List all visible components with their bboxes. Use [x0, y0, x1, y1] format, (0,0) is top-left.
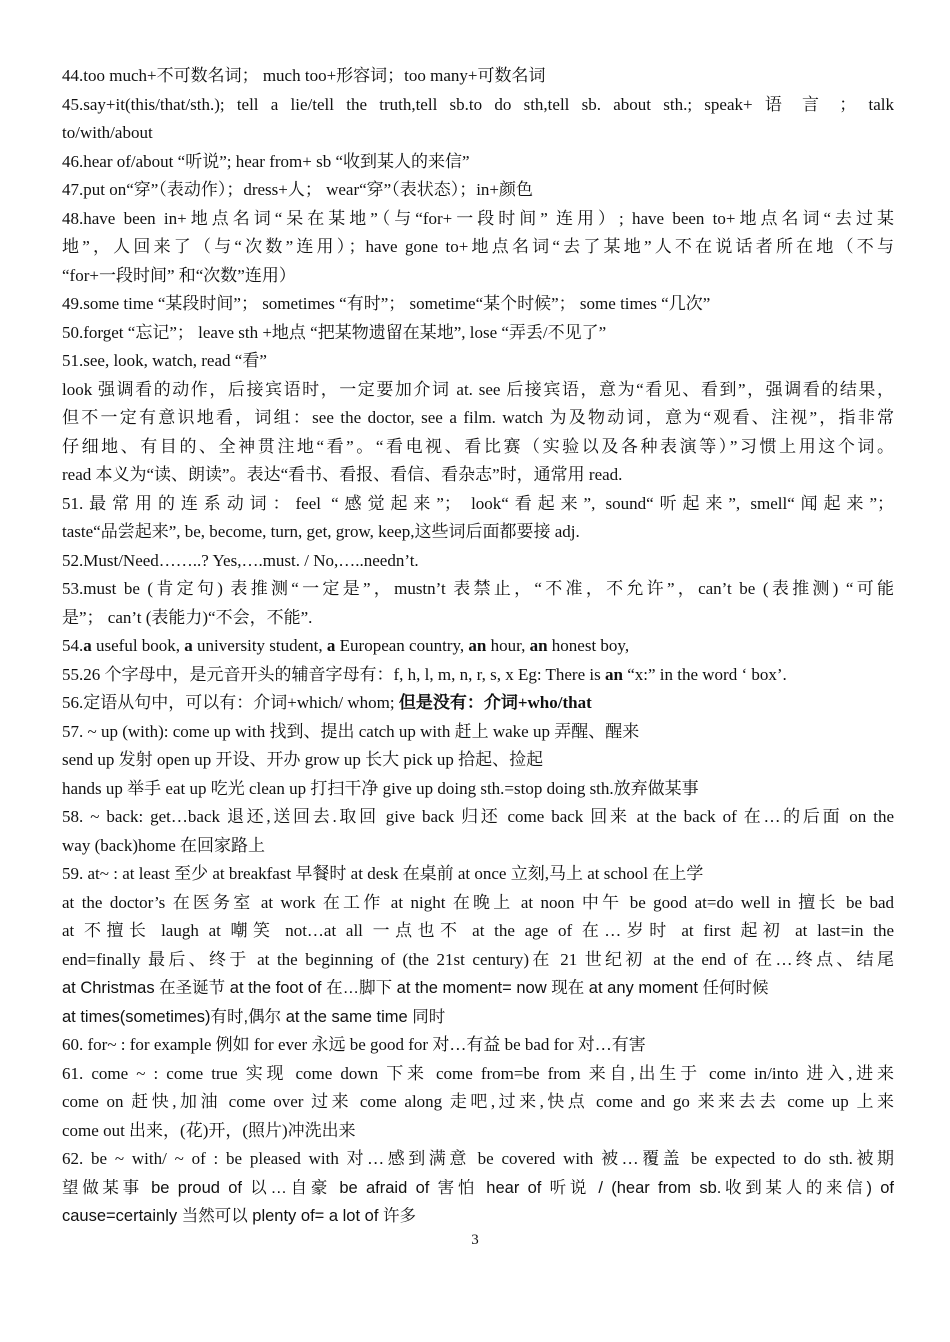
text-line: cause=certainly 当然可以 plenty of= a lot of 许多	[62, 1207, 416, 1225]
text-line: 46.hear of/about “听说”; hear from+ sb “收到某人的来信”	[62, 151, 470, 171]
text-line: 47.put on“穿”（表动作）；dress+人； wear“穿”（表状态）；in+颜色	[62, 180, 534, 199]
text-line: 望做某事 be proud of 以…自豪 be afraid of 害怕 hear of 听说 / (hear from sb.收到某人的来信) of	[62, 1178, 894, 1197]
text-line: 59. at~ : at least 至少 at breakfast 早餐时 at desk 在桌前 at once 立刻,马上 at school 在上学	[62, 864, 704, 883]
text-line: 62. be ~ with/ ~ of : be pleased with 对…感到满意 be covered with 被…覆盖 be expected to do sth.被期	[62, 1149, 894, 1168]
text-line: 51.see, look, watch, read “看”	[62, 351, 267, 370]
text-line: 45.say+it(this/that/sth.); tell a lie/tell the truth,tell sb.to do sth,tell sb. about sth.; speak+ 语 言 ； talk	[62, 94, 894, 114]
text-line: 51.最常用的连系动词：feel “感觉起来”； look“看起来”, sound“听起来”, smell“闻起来”；	[62, 493, 894, 513]
text-line: 仔细地、有目的、全神贯注地“看”。“看电视、看比赛（实验以及各种表演等）”习惯上用这个词。	[62, 436, 894, 456]
text-line: at Christmas 在圣诞节 at the foot of 在…脚下 at the moment= now 现在 at any moment 任何时候	[62, 979, 769, 997]
text-line: way (back)home 在回家路上	[62, 835, 266, 855]
text-line: 48.have been in+地点名词“呆在某地”（与“for+一段时间” 连用）; have been to+地点名词“去过某	[62, 208, 894, 228]
text-line-55: 55.26 个字母中，是元音开头的辅音字母有：f, h, l, m, n, r, s, x Eg: There is an “x:” in the word ‘ box’.	[62, 664, 787, 684]
text-line: 44.too much+不可数名词； much too+形容词；too many+可数名词	[62, 66, 546, 85]
text-line: at times(sometimes)有时,偶尔 at the same time 同时	[62, 1007, 446, 1026]
text-line: taste“品尝起来”, be, become, turn, get, grow, keep,这些词后面都要接 adj.	[62, 522, 580, 541]
text-line: come on 赶快,加油 come over 过来 come along 走吧,过来,快点 come and go 来来去去 come up 上来	[62, 1092, 894, 1111]
text-line: at the doctor’s 在医务室 at work 在工作 at night 在晚上 at noon 中午 be good at=do well in 擅长 be bad	[62, 892, 894, 912]
text-line: 53.must be (肯定句) 表推测“一定是”，mustn’t 表禁止，“不准，不允许”，can’t be (表推测) “可能	[62, 579, 894, 598]
text-line: come out 出来，(花)开，(照片)冲洗出来	[62, 1120, 356, 1140]
text-line: 57. ~ up (with): come up with 找到、提出 catch up with 赶上 wake up 弄醒、醒来	[62, 721, 640, 741]
text-line: 50.forget “忘记”； leave sth +地点 “把某物遗留在某地”, lose “弄丢/不见了”	[62, 322, 607, 342]
text-line: 58. ~ back: get…back 退还,送回去.取回 give back 归还 come back 回来 at the back of 在…的后面 on the	[62, 807, 894, 826]
text-line-56: 56.定语从句中，可以有：介词+which/ whom; 但是没有：介词+who/that	[62, 693, 592, 712]
text-line: hands up 举手 eat up 吃光 clean up 打扫干净 give up doing sth.=stop doing sth.放弃做某事	[62, 778, 699, 798]
text-line: 地”，人回来了（与“次数”连用）；have gone to+地点名词“去了某地”人不在说话者所在地（不与	[62, 237, 894, 256]
text-line-54: 54.a useful book, a university student, a European country, an hour, an honest boy,	[62, 636, 630, 655]
text-line: “for+一段时间” 和“次数”连用）	[62, 265, 296, 285]
text-line: end=finally 最后、终于 at the beginning of (the 21st century)在 21 世纪初 at the end of 在…终点、结尾	[62, 949, 894, 969]
text-line: 52.Must/Need……..? Yes,….must. / No,…..needn’t.	[62, 550, 419, 570]
text-line: 但不一定有意识地看，词组：see the doctor, see a film. watch 为及物动词，意为“观看、注视”，指非常	[62, 408, 894, 427]
text-line: read 本义为“读、朗读”。表达“看书、看报、看信、看杂志”时，通常用 read.	[62, 465, 623, 484]
text-line: send up 发射 open up 开设、开办 grow up 长大 pick up 拾起、捡起	[62, 750, 544, 769]
text-line: look 强调看的动作，后接宾语时，一定要加介词 at. see 后接宾语，意为“看见、看到”，强调看的结果，	[62, 379, 894, 399]
text-line: 61. come ~ : come true 实现 come down 下来 come from=be from 来自,出生于 come in/into 进入,进来	[62, 1063, 894, 1083]
text-line: at 不擅长 laugh at 嘲笑 not…at all 一点也不 at the age of 在…岁时 at first 起初 at last=in the	[62, 921, 894, 940]
text-line: to/with/about	[62, 123, 153, 142]
text-line: 60. for~ : for example 例如 for ever 永远 be good for 对…有益 be bad for 对…有害	[62, 1035, 646, 1054]
text-line: 49.some time “某段时间”； sometimes “有时”； sometime“某个时候”； some times “几次”	[62, 294, 711, 313]
text-line: 是”； can’t (表能力)“不会，不能”.	[62, 607, 313, 627]
page-number: 3	[471, 1232, 479, 1248]
document-page	[62, 62, 894, 1231]
